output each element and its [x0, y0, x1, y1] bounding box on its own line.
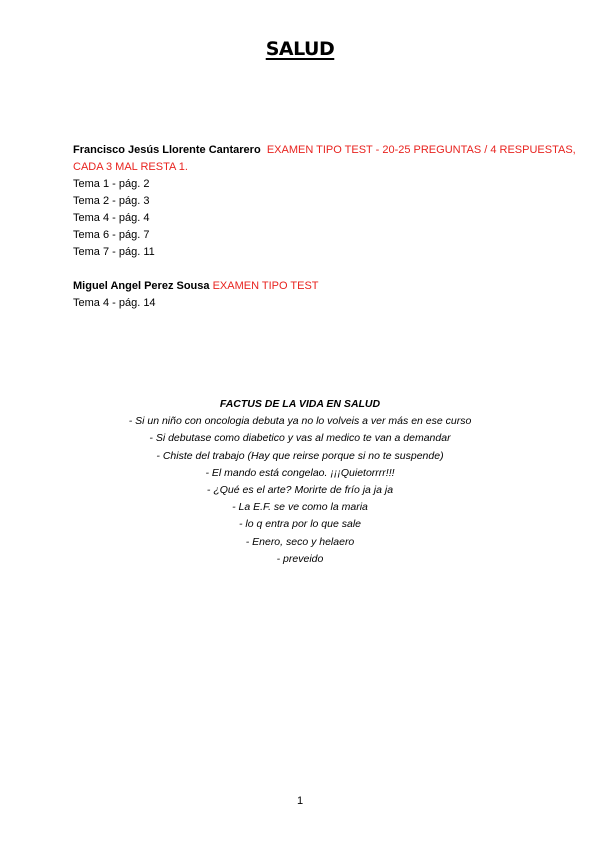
page-number: 1: [296, 795, 304, 807]
topic-item: Tema 7 - pág. 11: [73, 246, 155, 258]
fact-item: - La E.F. se ve como la maria: [232, 501, 368, 514]
facts-section: [0, 396, 600, 568]
fact-item: - ¿Qué es el arte? Morirte de frío ja ja ja: [206, 484, 394, 497]
fact-item: - Si debutase como diabetico y vas al medico te van a demandar: [149, 432, 451, 445]
fact-item: - lo q entra por lo que sale: [239, 518, 361, 531]
fact-item: - Enero, seco y helaero: [245, 535, 355, 548]
topic-item: Tema 6 - pág. 7: [73, 229, 150, 241]
fact-item: - El mando está congelao. ¡¡¡Quietorrrr!!!: [205, 466, 395, 479]
facts-title: FACTUS DE LA VIDA EN SALUD: [219, 398, 381, 410]
teacher-header-line: [73, 278, 543, 295]
topic-item: Tema 4 - pág. 4: [73, 212, 150, 224]
fact-item: - preveido: [276, 552, 324, 565]
teacher-header-line: [73, 142, 576, 159]
document-title: SALUD: [265, 38, 335, 60]
exam-info-continued: CADA 3 MAL RESTA 1.: [73, 161, 188, 173]
teacher-name: Francisco Jesús Llorente Cantarero: [73, 144, 261, 156]
topic-item: Tema 4 - pág. 14: [73, 297, 156, 309]
teacher-name: Miguel Angel Perez Sousa: [73, 280, 210, 292]
topic-item: Tema 1 - pág. 2: [73, 178, 150, 190]
teacher-block-1: [73, 142, 576, 261]
teacher-block-2: [73, 278, 543, 312]
topic-item: Tema 2 - pág. 3: [73, 195, 150, 207]
fact-item: - Si un niño con oncologia debuta ya no lo volveis a ver más en ese curso: [128, 415, 472, 428]
fact-item: - Chiste del trabajo (Hay que reirse porque si no te suspende): [156, 449, 444, 462]
exam-info: EXAMEN TIPO TEST - 20-25 PREGUNTAS / 4 RESPUESTAS,: [266, 144, 576, 156]
exam-info: EXAMEN TIPO TEST: [212, 280, 319, 292]
